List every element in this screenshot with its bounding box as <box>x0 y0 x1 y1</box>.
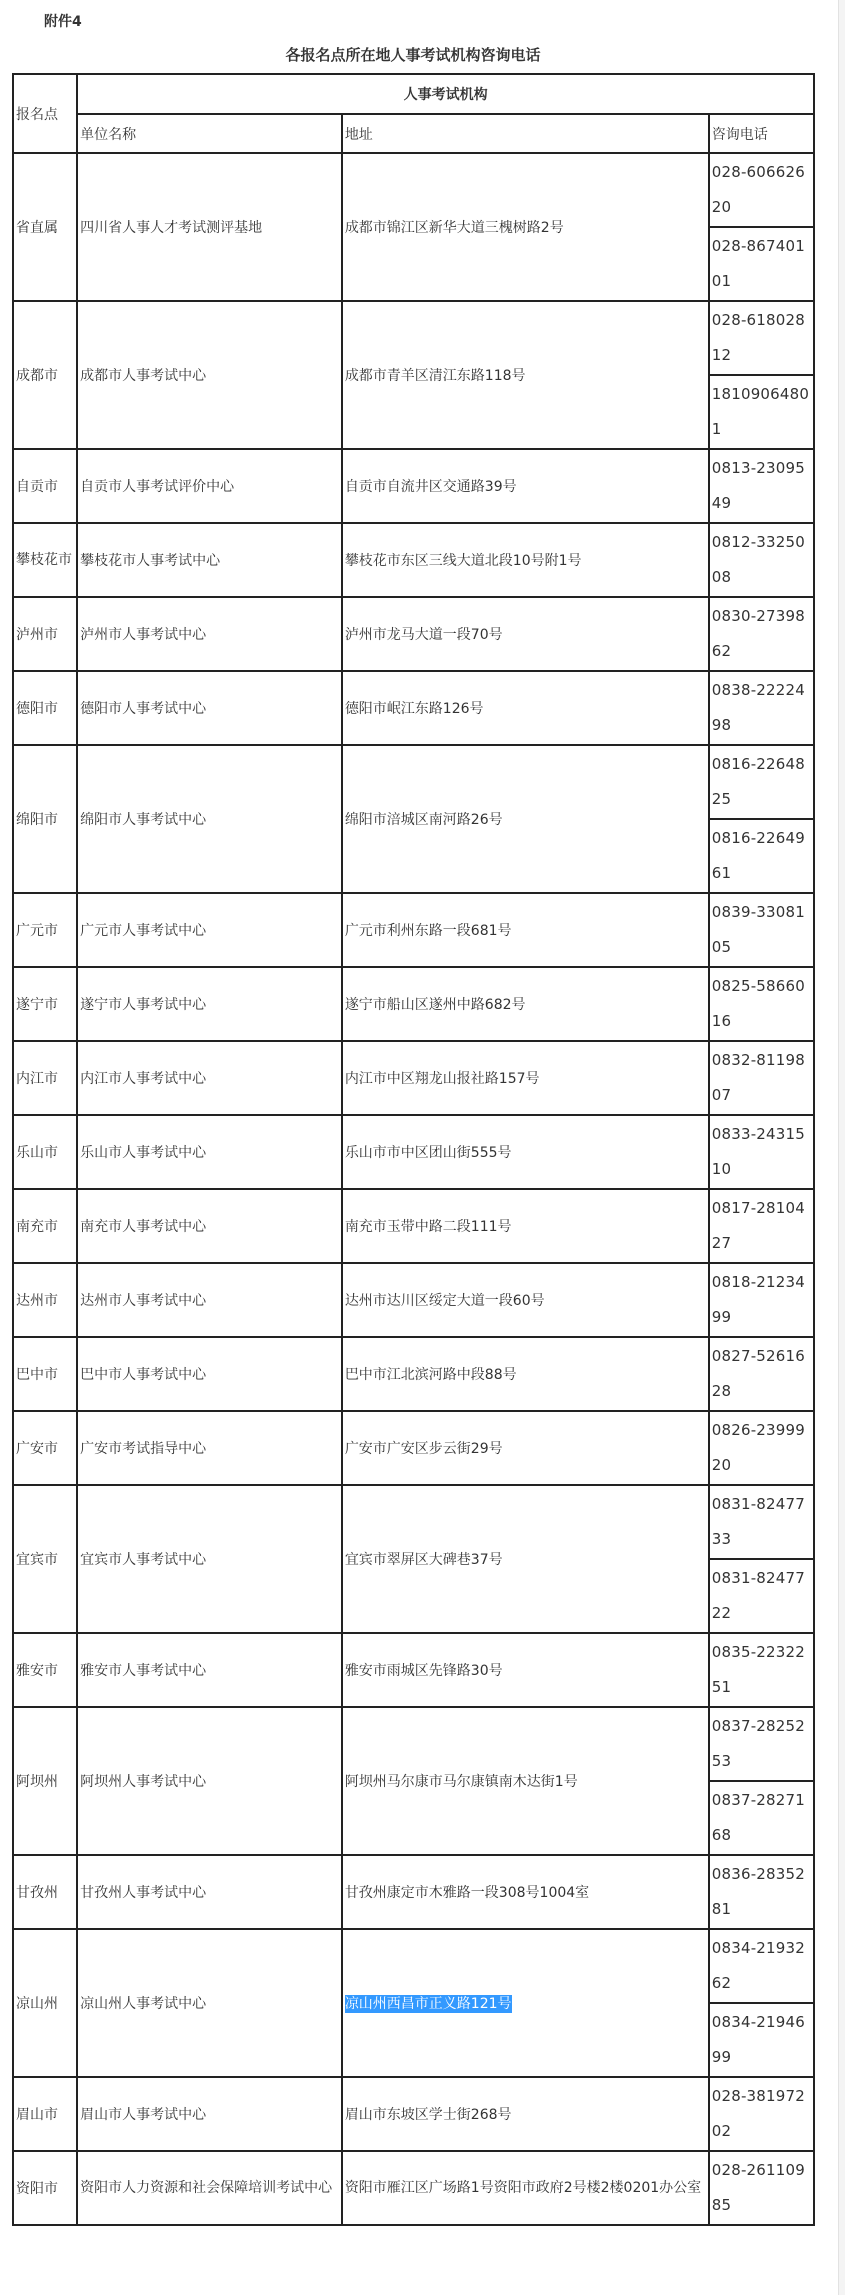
unit-name-cell: 乐山市人事考试中心 <box>77 1115 342 1189</box>
address-cell: 泸州市龙马大道一段70号 <box>342 597 709 671</box>
header-row-columns <box>13 114 814 153</box>
site-cell: 内江市 <box>13 1041 77 1115</box>
header-phone: 咨询电话 <box>709 114 814 153</box>
table-row <box>13 1929 814 2003</box>
site-cell: 成都市 <box>13 301 77 449</box>
address-cell: 广安市广安区步云街29号 <box>342 1411 709 1485</box>
unit-name-cell: 攀枝花市人事考试中心 <box>77 523 342 597</box>
address-cell: 遂宁市船山区遂州中路682号 <box>342 967 709 1041</box>
phone-cell: 0832-8119807 <box>709 1041 814 1115</box>
table-row <box>13 2077 814 2151</box>
table-row <box>13 1485 814 1559</box>
address-cell: 眉山市东坡区学士街268号 <box>342 2077 709 2151</box>
table-row <box>13 523 814 597</box>
address-cell: 阿坝州马尔康市马尔康镇南木达街1号 <box>342 1707 709 1855</box>
site-cell: 凉山州 <box>13 1929 77 2077</box>
table-body <box>13 153 814 2225</box>
phone-cell: 0839-3308105 <box>709 893 814 967</box>
phone-cell: 028-38197202 <box>709 2077 814 2151</box>
phone-cell: 028-26110985 <box>709 2151 814 2225</box>
address-cell: 甘孜州康定市木雅路一段308号1004室 <box>342 1855 709 1929</box>
site-cell: 巴中市 <box>13 1337 77 1411</box>
unit-name-cell: 广安市考试指导中心 <box>77 1411 342 1485</box>
phone-cell: 028-86740101 <box>709 227 814 301</box>
address-cell: 乐山市市中区团山街555号 <box>342 1115 709 1189</box>
site-cell: 自贡市 <box>13 449 77 523</box>
site-cell: 广安市 <box>13 1411 77 1485</box>
unit-name-cell: 广元市人事考试中心 <box>77 893 342 967</box>
contacts-table <box>12 73 815 2226</box>
unit-name-cell: 巴中市人事考试中心 <box>77 1337 342 1411</box>
page-scroll-edge <box>838 0 845 2295</box>
table-row <box>13 1115 814 1189</box>
phone-cell: 18109064801 <box>709 375 814 449</box>
phone-cell: 0826-2399920 <box>709 1411 814 1485</box>
site-cell: 甘孜州 <box>13 1855 77 1929</box>
site-cell: 遂宁市 <box>13 967 77 1041</box>
address-cell: 雅安市雨城区先锋路30号 <box>342 1633 709 1707</box>
table-row <box>13 671 814 745</box>
site-cell: 南充市 <box>13 1189 77 1263</box>
phone-cell: 0833-2431510 <box>709 1115 814 1189</box>
header-exam-agency: 人事考试机构 <box>77 74 814 114</box>
phone-cell: 0837-2825253 <box>709 1707 814 1781</box>
table-row <box>13 1707 814 1781</box>
address-cell <box>342 1929 709 2077</box>
address-cell: 资阳市雁江区广场路1号资阳市政府2号楼2楼0201办公室 <box>342 2151 709 2225</box>
phone-cell: 0837-2827168 <box>709 1781 814 1855</box>
unit-name-cell: 眉山市人事考试中心 <box>77 2077 342 2151</box>
phone-cell: 0825-5866016 <box>709 967 814 1041</box>
table-row <box>13 153 814 227</box>
table-row <box>13 1633 814 1707</box>
address-cell: 德阳市岷江东路126号 <box>342 671 709 745</box>
unit-name-cell: 雅安市人事考试中心 <box>77 1633 342 1707</box>
address-cell: 自贡市自流井区交通路39号 <box>342 449 709 523</box>
unit-name-cell: 阿坝州人事考试中心 <box>77 1707 342 1855</box>
site-cell: 达州市 <box>13 1263 77 1337</box>
table-row <box>13 1263 814 1337</box>
unit-name-cell: 资阳市人力资源和社会保障培训考试中心 <box>77 2151 342 2225</box>
phone-cell: 0831-8247733 <box>709 1485 814 1559</box>
address-cell: 绵阳市涪城区南河路26号 <box>342 745 709 893</box>
table-row <box>13 1041 814 1115</box>
site-cell: 省直属 <box>13 153 77 301</box>
site-cell: 眉山市 <box>13 2077 77 2151</box>
unit-name-cell: 绵阳市人事考试中心 <box>77 745 342 893</box>
unit-name-cell: 遂宁市人事考试中心 <box>77 967 342 1041</box>
unit-name-cell: 甘孜州人事考试中心 <box>77 1855 342 1929</box>
phone-cell: 0818-2123499 <box>709 1263 814 1337</box>
table-row <box>13 1189 814 1263</box>
phone-cell: 028-60662620 <box>709 153 814 227</box>
phone-cell: 0827-5261628 <box>709 1337 814 1411</box>
address-cell: 达州市达川区绥定大道一段60号 <box>342 1263 709 1337</box>
attachment-label: 附件4 <box>44 14 82 30</box>
phone-cell: 0834-2193262 <box>709 1929 814 2003</box>
unit-name-cell: 南充市人事考试中心 <box>77 1189 342 1263</box>
table-row <box>13 1337 814 1411</box>
address-cell: 宜宾市翠屏区大碑巷37号 <box>342 1485 709 1633</box>
header-row-group <box>13 74 814 114</box>
address-cell: 攀枝花市东区三线大道北段10号附1号 <box>342 523 709 597</box>
table-row <box>13 301 814 375</box>
phone-cell: 0813-2309549 <box>709 449 814 523</box>
site-cell: 绵阳市 <box>13 745 77 893</box>
site-cell: 泸州市 <box>13 597 77 671</box>
address-cell: 广元市利州东路一段681号 <box>342 893 709 967</box>
site-cell: 宜宾市 <box>13 1485 77 1633</box>
table-row <box>13 893 814 967</box>
site-cell: 资阳市 <box>13 2151 77 2225</box>
phone-cell: 0831-8247722 <box>709 1559 814 1633</box>
unit-name-cell: 德阳市人事考试中心 <box>77 671 342 745</box>
phone-cell: 0835-2232251 <box>709 1633 814 1707</box>
phone-cell: 0816-2264961 <box>709 819 814 893</box>
unit-name-cell: 四川省人事人才考试测评基地 <box>77 153 342 301</box>
unit-name-cell: 宜宾市人事考试中心 <box>77 1485 342 1633</box>
table-row <box>13 2151 814 2225</box>
table-row <box>13 597 814 671</box>
site-cell: 德阳市 <box>13 671 77 745</box>
header-unit-name: 单位名称 <box>77 114 342 153</box>
document-title: 各报名点所在地人事考试机构咨询电话 <box>285 46 541 64</box>
address-cell: 南充市玉带中路二段111号 <box>342 1189 709 1263</box>
unit-name-cell: 成都市人事考试中心 <box>77 301 342 449</box>
table-row <box>13 449 814 523</box>
unit-name-cell: 自贡市人事考试评价中心 <box>77 449 342 523</box>
address-cell: 巴中市江北滨河路中段88号 <box>342 1337 709 1411</box>
phone-cell: 0812-3325008 <box>709 523 814 597</box>
table-row <box>13 745 814 819</box>
table-row <box>13 1411 814 1485</box>
address-cell: 成都市锦江区新华大道三槐树路2号 <box>342 153 709 301</box>
unit-name-cell: 达州市人事考试中心 <box>77 1263 342 1337</box>
table-row <box>13 967 814 1041</box>
site-cell: 乐山市 <box>13 1115 77 1189</box>
phone-cell: 0838-2222498 <box>709 671 814 745</box>
unit-name-cell: 凉山州人事考试中心 <box>77 1929 342 2077</box>
selected-address-text[interactable]: 凉山州西昌市正义路121号 <box>344 1996 512 2012</box>
table-row <box>13 1855 814 1929</box>
header-address: 地址 <box>342 114 709 153</box>
phone-cell: 0830-2739862 <box>709 597 814 671</box>
unit-name-cell: 内江市人事考试中心 <box>77 1041 342 1115</box>
site-cell: 广元市 <box>13 893 77 967</box>
address-cell: 成都市青羊区清江东路118号 <box>342 301 709 449</box>
phone-cell: 0834-2194699 <box>709 2003 814 2077</box>
address-cell: 内江市中区翔龙山报社路157号 <box>342 1041 709 1115</box>
phone-cell: 0816-2264825 <box>709 745 814 819</box>
site-cell: 雅安市 <box>13 1633 77 1707</box>
site-cell: 攀枝花市 <box>13 523 77 597</box>
phone-cell: 0836-2835281 <box>709 1855 814 1929</box>
header-site: 报名点 <box>13 74 77 153</box>
site-cell: 阿坝州 <box>13 1707 77 1855</box>
phone-cell: 028-61802812 <box>709 301 814 375</box>
unit-name-cell: 泸州市人事考试中心 <box>77 597 342 671</box>
phone-cell: 0817-2810427 <box>709 1189 814 1263</box>
